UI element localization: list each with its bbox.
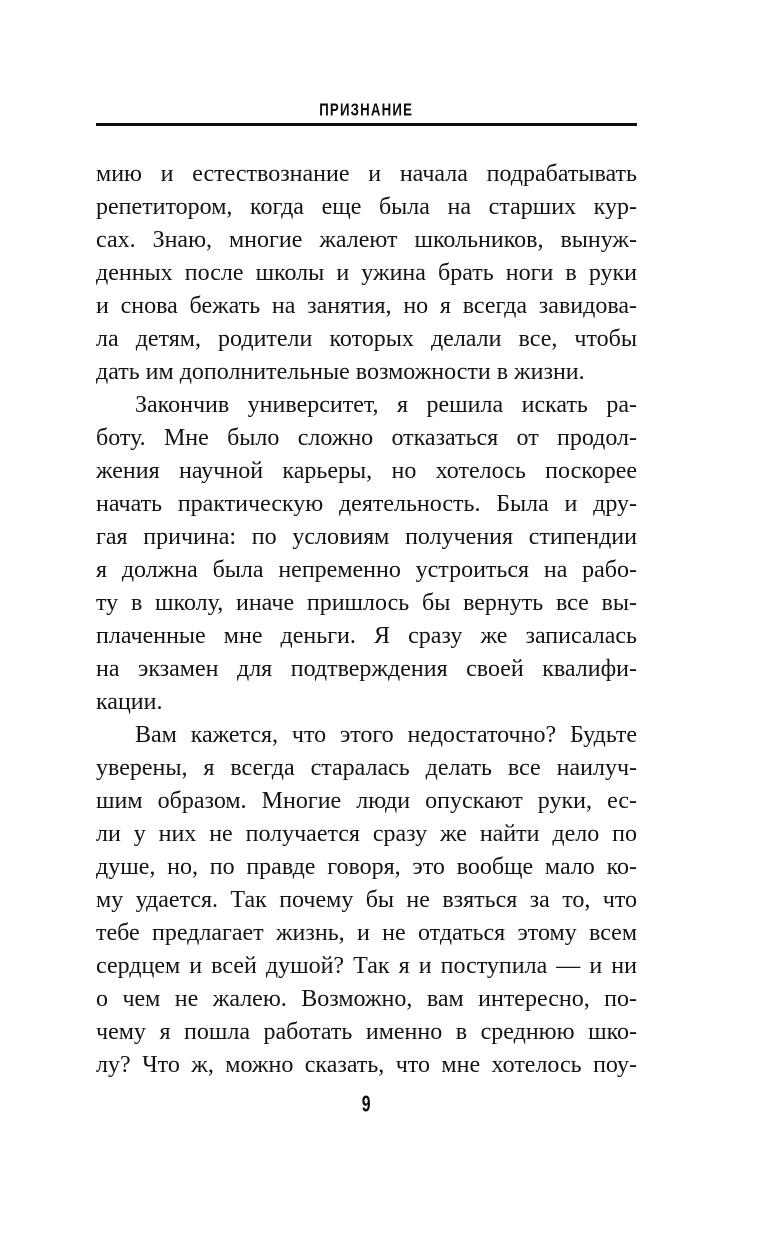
text-line: ли у них не получается сразу же найти дело по	[96, 821, 637, 847]
text-line: мию и естествознание и начала подрабатывать	[96, 161, 637, 187]
text-line: дать им дополнительные возможности в жизни.	[96, 359, 585, 385]
text-line: на экзамен для подтверждения своей квалифи-	[96, 656, 637, 682]
text-line: тебе предлагает жизнь, и не отдаться этому всем	[96, 920, 637, 946]
running-head-text: ПРИЗНАНИЕ	[319, 99, 414, 120]
text-line: Вам кажется, что этого недостаточно? Будьте	[135, 722, 637, 748]
text-line: уверены, я всегда старалась делать все наилуч-	[96, 755, 637, 781]
text-line: сах. Знаю, многие жалеют школьников, вынуж-	[96, 227, 637, 253]
text-line: плаченные мне деньги. Я сразу же записалась	[96, 623, 637, 649]
text-line: начать практическую деятельность. Была и дру-	[96, 491, 637, 517]
paragraph	[96, 389, 637, 719]
page-number-text: 9	[362, 1090, 371, 1117]
text-line: му удается. Так почему бы не взяться за то, что	[96, 887, 637, 913]
header-rule	[96, 123, 637, 126]
text-line: о чем не жалею. Возможно, вам интересно, по-	[96, 986, 637, 1012]
page-body	[96, 158, 637, 1082]
text-line: Закончив университет, я решила искать ра-	[135, 392, 637, 418]
text-line: боту. Мне было сложно отказаться от продол-	[96, 425, 637, 451]
paragraph	[96, 719, 637, 1082]
text-line: чему я пошла работать именно в среднюю шко-	[96, 1019, 637, 1045]
text-line: я должна была непременно устроиться на рабо-	[96, 557, 637, 583]
text-line: ла детям, родители которых делали все, чтобы	[96, 326, 637, 352]
text-line: шим образом. Многие люди опускают руки, ес-	[96, 788, 637, 814]
text-line: ту в школу, иначе пришлось бы вернуть все вы-	[96, 590, 637, 616]
text-line: и снова бежать на занятия, но я всегда завидова-	[96, 293, 637, 319]
running-head	[96, 101, 637, 118]
text-line: репетитором, когда еще была на старших кур-	[96, 194, 637, 220]
page-number	[96, 1092, 637, 1116]
text-line: кации.	[96, 689, 163, 715]
text-line: душе, но, по правде говоря, это вообще мало ко-	[96, 854, 637, 880]
paragraph	[96, 158, 637, 389]
text-line: жения научной карьеры, но хотелось поскорее	[96, 458, 637, 484]
text-line: гая причина: по условиям получения стипендии	[96, 524, 637, 550]
text-line: сердцем и всей душой? Так я и поступила — и ни	[96, 953, 637, 979]
text-line: денных после школы и ужина брать ноги в руки	[96, 260, 637, 286]
text-line: лу? Что ж, можно сказать, что мне хотелось поу-	[96, 1052, 637, 1078]
